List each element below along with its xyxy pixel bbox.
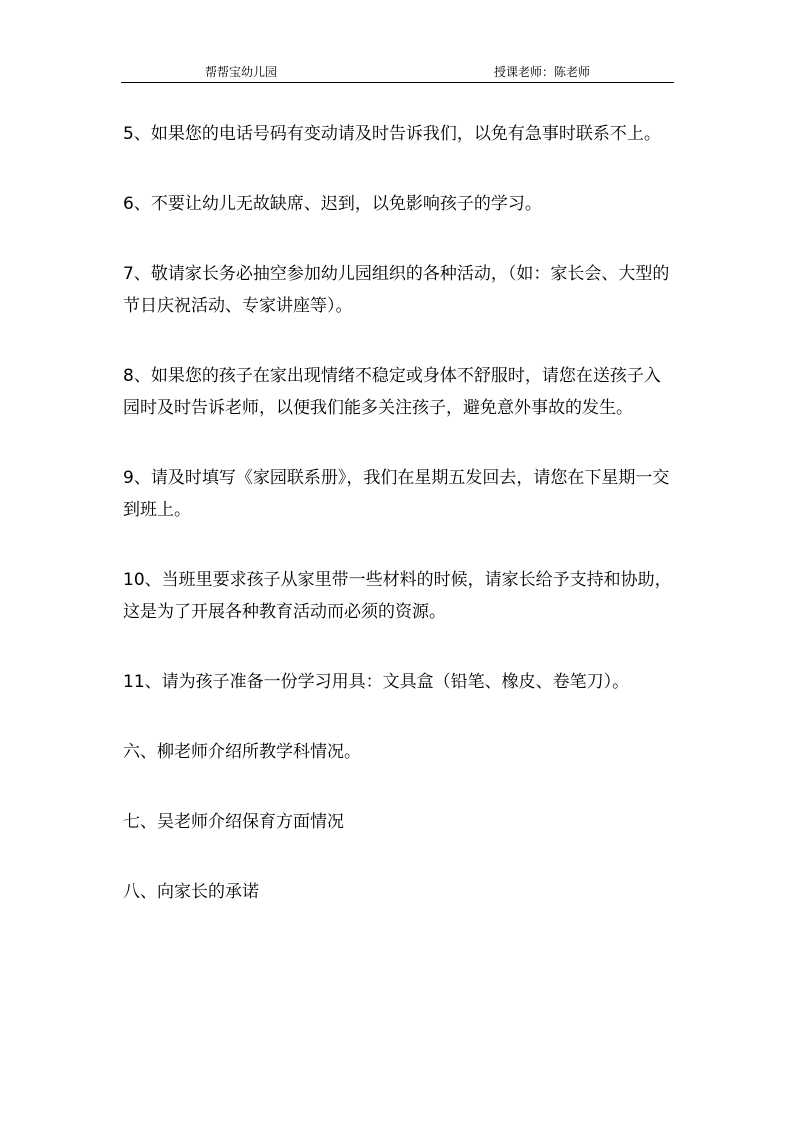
paragraph-item-7: 7、敬请家长务必抽空参加幼儿园组织的各种活动，（如：家长会、大型的节日庆祝活动、专家讲座等）。 (123, 264, 670, 316)
page-header (121, 60, 674, 83)
paragraph-item-9: 9、请及时填写《家园联系册》，我们在星期五发回去，请您在下星期一交到班上。 (123, 468, 670, 520)
paragraph-item-5: 5、如果您的电话号码有变动请及时告诉我们，以免有急事时联系不上。 (123, 124, 661, 144)
paragraph-item-10: 10、当班里要求孩子从家里带一些材料的时候，请家长给予支持和协助，这是为了开展各种教育活动而必须的资源。 (123, 570, 672, 622)
paragraph-item-8: 8、如果您的孩子在家出现情绪不稳定或身体不舒服时，请您在送孩子入园时及时告诉老师，以便我们能多关注孩子，避免意外事故的发生。 (123, 366, 661, 418)
section-heading-6: 六、柳老师介绍所教学科情况。 (123, 742, 361, 762)
section-heading-8: 八、向家长的承诺 (123, 882, 259, 902)
paragraph-item-6: 6、不要让幼儿无故缺席、迟到，以免影响孩子的学习。 (123, 194, 542, 214)
section-heading-7: 七、吴老师介绍保育方面情况 (123, 812, 344, 832)
document-body (123, 118, 673, 946)
paragraph-item-11: 11、请为孩子准备一份学习用具：文具盒（铅笔、橡皮、卷笔刀）。 (123, 672, 630, 692)
header-teacher-name: 授课老师：陈老师 (494, 65, 591, 79)
header-kindergarten-name: 帮帮宝幼儿园 (205, 65, 278, 79)
